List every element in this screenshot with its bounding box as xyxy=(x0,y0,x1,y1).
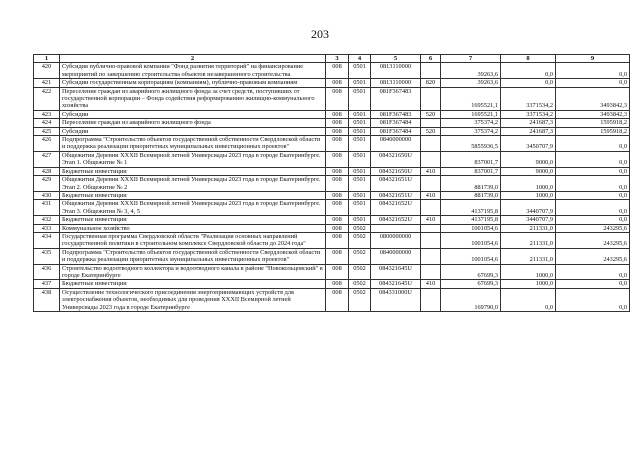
row-number: 429 xyxy=(34,176,60,192)
column-header: 3 xyxy=(326,55,349,63)
target-article-code: 084331000U xyxy=(371,288,421,311)
row-number: 425 xyxy=(34,127,60,135)
amount-year-2: 1000,0 xyxy=(501,176,556,192)
row-description: Субсидии xyxy=(60,110,326,118)
amount-year-3: 3493842,3 xyxy=(556,87,630,110)
row-number: 420 xyxy=(34,63,60,79)
row-number: 428 xyxy=(34,167,60,175)
expense-type-code xyxy=(421,264,441,280)
row-number: 432 xyxy=(34,216,60,224)
amount-year-2: 0,0 xyxy=(501,79,556,87)
row-number: 438 xyxy=(34,288,60,311)
section-code: 0502 xyxy=(349,248,371,264)
amount-year-1: 39263,6 xyxy=(441,63,501,79)
target-article-code: 081F367484 xyxy=(371,127,421,135)
section-code: 0501 xyxy=(349,79,371,87)
row-number: 434 xyxy=(34,232,60,248)
amount-year-2: 3371534,2 xyxy=(501,110,556,118)
ministry-code: 008 xyxy=(326,216,349,224)
amount-year-3: 0,0 xyxy=(556,191,630,199)
section-code: 0501 xyxy=(349,167,371,175)
row-description: Коммунальное хозяйство xyxy=(60,224,326,232)
table-row xyxy=(34,110,630,118)
target-article-code: 084321652U xyxy=(371,216,421,224)
expense-type-code xyxy=(421,151,441,167)
section-code: 0501 xyxy=(349,151,371,167)
row-number: 431 xyxy=(34,200,60,216)
amount-year-3: 243295,6 xyxy=(556,248,630,264)
amount-year-3: 0,0 xyxy=(556,216,630,224)
column-header: 6 xyxy=(421,55,441,63)
amount-year-3: 0,0 xyxy=(556,136,630,152)
amount-year-2: 3440707,9 xyxy=(501,216,556,224)
ministry-code: 008 xyxy=(326,191,349,199)
amount-year-3: 0,0 xyxy=(556,167,630,175)
page-number: 203 xyxy=(311,27,329,41)
amount-year-3: 0,0 xyxy=(556,151,630,167)
expense-type-code xyxy=(421,288,441,311)
expense-type-code: 410 xyxy=(421,191,441,199)
expense-type-code xyxy=(421,136,441,152)
row-description: Общежития Деревни XXXII Всемирной летней Универсиады 2023 года в городе Екатеринбурге. Этап 3. Общежития № 3, 4, 5 xyxy=(60,200,326,216)
section-code: 0501 xyxy=(349,136,371,152)
ministry-code: 008 xyxy=(326,63,349,79)
amount-year-1: 1695521,1 xyxy=(441,87,501,110)
row-description: Субсидии государственным корпорациям (компаниям), публично-правовым компаниям xyxy=(60,79,326,87)
expense-type-code xyxy=(421,224,441,232)
amount-year-1: 4137195,8 xyxy=(441,216,501,224)
ministry-code: 008 xyxy=(326,136,349,152)
row-description: Общежития Деревни XXXII Всемирной летней Универсиады 2023 года в городе Екатеринбурге. Этап 1. Общежитие № 1 xyxy=(60,151,326,167)
row-description: Субсидия публично-правовой компании "Фонд развития территорий" на финансирование мероприятий по завершению строительства объектов незавершенного строительства xyxy=(60,63,326,79)
row-description: Общежития Деревни XXXII Всемирной летней Универсиады 2023 года в городе Екатеринбурге. Этап 2. Общежитие № 2 xyxy=(60,176,326,192)
table-row xyxy=(34,248,630,264)
table-row xyxy=(34,200,630,216)
table-row xyxy=(34,176,630,192)
ministry-code: 008 xyxy=(326,127,349,135)
amount-year-3: 0,0 xyxy=(556,176,630,192)
expense-type-code xyxy=(421,248,441,264)
amount-year-2: 0,0 xyxy=(501,63,556,79)
amount-year-1: 837001,7 xyxy=(441,167,501,175)
amount-year-2: 1000,0 xyxy=(501,280,556,288)
amount-year-3: 0,0 xyxy=(556,63,630,79)
section-code: 0501 xyxy=(349,63,371,79)
amount-year-1: 1001054,6 xyxy=(441,232,501,248)
amount-year-1: 375374,2 xyxy=(441,127,501,135)
amount-year-2: 241687,3 xyxy=(501,127,556,135)
expense-type-code xyxy=(421,63,441,79)
amount-year-1: 881739,0 xyxy=(441,191,501,199)
row-description: Бюджетные инвестиции xyxy=(60,191,326,199)
target-article-code: 0840000000 xyxy=(371,136,421,152)
row-description: Переселение граждан из аварийного жилищного фонда за счет средств, поступивших от государственной корпорации – Фонда содействия реформированию жилищно-коммунального хозяйства xyxy=(60,87,326,110)
expense-type-code: 820 xyxy=(421,79,441,87)
target-article-code: 084321650U xyxy=(371,167,421,175)
expense-type-code: 410 xyxy=(421,216,441,224)
amount-year-1: 67699,3 xyxy=(441,264,501,280)
row-description: Бюджетные инвестиции xyxy=(60,167,326,175)
budget-table xyxy=(33,54,630,312)
amount-year-3: 0,0 xyxy=(556,288,630,311)
target-article-code: 084321645U xyxy=(371,280,421,288)
ministry-code: 008 xyxy=(326,119,349,127)
amount-year-2: 1000,0 xyxy=(501,191,556,199)
expense-type-code xyxy=(421,119,441,127)
table-row xyxy=(34,119,630,127)
ministry-code: 008 xyxy=(326,280,349,288)
expense-type-code xyxy=(421,87,441,110)
amount-year-2: 211331,0 xyxy=(501,248,556,264)
row-description: Подпрограмма "Строительство объектов государственной собственности Свердловской области и поддержка реализации приоритетных муниципальных инвестиционных проектов" xyxy=(60,248,326,264)
amount-year-1: 1001054,6 xyxy=(441,248,501,264)
column-header: 5 xyxy=(371,55,421,63)
amount-year-2: 3371534,2 xyxy=(501,87,556,110)
expense-type-code: 520 xyxy=(421,110,441,118)
table-row xyxy=(34,288,630,311)
ministry-code: 008 xyxy=(326,79,349,87)
ministry-code: 008 xyxy=(326,288,349,311)
table-row xyxy=(34,216,630,224)
row-number: 430 xyxy=(34,191,60,199)
amount-year-1: 1695521,1 xyxy=(441,110,501,118)
section-code: 0501 xyxy=(349,87,371,110)
row-number: 427 xyxy=(34,151,60,167)
expense-type-code xyxy=(421,176,441,192)
ministry-code: 008 xyxy=(326,248,349,264)
amount-year-3: 1595918,2 xyxy=(556,119,630,127)
table-row xyxy=(34,63,630,79)
expense-type-code: 410 xyxy=(421,280,441,288)
amount-year-3: 0,0 xyxy=(556,79,630,87)
table-row xyxy=(34,79,630,87)
amount-year-2: 241687,3 xyxy=(501,119,556,127)
expense-type-code xyxy=(421,232,441,248)
row-description: Подпрограмма "Строительство объектов государственной собственности Свердловской области и поддержка реализации приоритетных муниципальных инвестиционных проектов" xyxy=(60,136,326,152)
table-row xyxy=(34,136,630,152)
column-header: 8 xyxy=(501,55,556,63)
row-description: Субсидии xyxy=(60,127,326,135)
row-number: 435 xyxy=(34,248,60,264)
target-article-code: 084321645U xyxy=(371,264,421,280)
amount-year-1: 169790,0 xyxy=(441,288,501,311)
table-row xyxy=(34,264,630,280)
amount-year-2: 9000,0 xyxy=(501,167,556,175)
amount-year-1: 837001,7 xyxy=(441,151,501,167)
row-description: Бюджетные инвестиции xyxy=(60,280,326,288)
ministry-code: 008 xyxy=(326,110,349,118)
target-article-code: 081F367483 xyxy=(371,87,421,110)
row-number: 437 xyxy=(34,280,60,288)
target-article-code: 081F367483 xyxy=(371,110,421,118)
column-header: 1 xyxy=(34,55,60,63)
row-number: 426 xyxy=(34,136,60,152)
row-number: 422 xyxy=(34,87,60,110)
ministry-code: 008 xyxy=(326,151,349,167)
table-row xyxy=(34,167,630,175)
amount-year-1: 39263,6 xyxy=(441,79,501,87)
amount-year-2: 3450707,9 xyxy=(501,136,556,152)
column-header: 7 xyxy=(441,55,501,63)
ministry-code: 008 xyxy=(326,264,349,280)
section-code: 0502 xyxy=(349,232,371,248)
section-code: 0501 xyxy=(349,127,371,135)
row-description: Строительство водоотводного коллектора и водоотводного канала в районе "Новокольцовский" в городе Екатеринбурге xyxy=(60,264,326,280)
row-description: Бюджетные инвестиции xyxy=(60,216,326,224)
section-code: 0502 xyxy=(349,264,371,280)
table-row xyxy=(34,224,630,232)
target-article-code: 0840000000 xyxy=(371,248,421,264)
amount-year-3: 1595918,2 xyxy=(556,127,630,135)
table-row xyxy=(34,127,630,135)
target-article-code: 0813110000 xyxy=(371,63,421,79)
table-body xyxy=(34,63,630,312)
section-code: 0501 xyxy=(349,110,371,118)
row-description: Переселение граждан из аварийного жилищного фонда xyxy=(60,119,326,127)
amount-year-1: 4137195,8 xyxy=(441,200,501,216)
table-row xyxy=(34,191,630,199)
section-code: 0502 xyxy=(349,280,371,288)
section-code: 0501 xyxy=(349,200,371,216)
ministry-code: 008 xyxy=(326,87,349,110)
amount-year-2: 9000,0 xyxy=(501,151,556,167)
amount-year-3: 3493842,3 xyxy=(556,110,630,118)
row-number: 424 xyxy=(34,119,60,127)
target-article-code: 081F367484 xyxy=(371,119,421,127)
row-number: 423 xyxy=(34,110,60,118)
target-article-code: 084321651U xyxy=(371,176,421,192)
table-row xyxy=(34,151,630,167)
column-header: 9 xyxy=(556,55,630,63)
target-article-code: 084321650U xyxy=(371,151,421,167)
target-article-code xyxy=(371,224,421,232)
amount-year-1: 1001054,6 xyxy=(441,224,501,232)
expense-type-code: 410 xyxy=(421,167,441,175)
table-row xyxy=(34,87,630,110)
amount-year-2: 0,0 xyxy=(501,288,556,311)
amount-year-3: 0,0 xyxy=(556,200,630,216)
table-row xyxy=(34,232,630,248)
amount-year-2: 211331,0 xyxy=(501,224,556,232)
amount-year-3: 243295,6 xyxy=(556,224,630,232)
section-code: 0501 xyxy=(349,191,371,199)
expense-type-code: 520 xyxy=(421,127,441,135)
ministry-code: 008 xyxy=(326,167,349,175)
expense-type-code xyxy=(421,200,441,216)
amount-year-2: 211331,0 xyxy=(501,232,556,248)
section-code: 0501 xyxy=(349,119,371,127)
column-header: 2 xyxy=(60,55,326,63)
ministry-code: 008 xyxy=(326,176,349,192)
amount-year-1: 375374,2 xyxy=(441,119,501,127)
section-code: 0501 xyxy=(349,216,371,224)
ministry-code: 008 xyxy=(326,232,349,248)
section-code: 0502 xyxy=(349,288,371,311)
section-code: 0502 xyxy=(349,224,371,232)
amount-year-2: 1000,0 xyxy=(501,264,556,280)
row-number: 421 xyxy=(34,79,60,87)
target-article-code: 0813110000 xyxy=(371,79,421,87)
section-code: 0501 xyxy=(349,176,371,192)
amount-year-1: 67699,3 xyxy=(441,280,501,288)
target-article-code: 084321651U xyxy=(371,191,421,199)
amount-year-2: 3440707,9 xyxy=(501,200,556,216)
amount-year-1: 5855936,5 xyxy=(441,136,501,152)
amount-year-1: 881739,0 xyxy=(441,176,501,192)
column-header: 4 xyxy=(349,55,371,63)
row-description: Государственная программа Свердловской области "Реализация основных направлений государственной политики в строительном комплексе Свердловской области до 2024 года" xyxy=(60,232,326,248)
target-article-code: 084321652U xyxy=(371,200,421,216)
ministry-code: 008 xyxy=(326,200,349,216)
table-row xyxy=(34,280,630,288)
amount-year-3: 0,0 xyxy=(556,264,630,280)
target-article-code: 0800000000 xyxy=(371,232,421,248)
ministry-code: 008 xyxy=(326,224,349,232)
table-header-row xyxy=(34,55,630,63)
amount-year-3: 243295,6 xyxy=(556,232,630,248)
row-number: 433 xyxy=(34,224,60,232)
row-number: 436 xyxy=(34,264,60,280)
amount-year-3: 0,0 xyxy=(556,280,630,288)
row-description: Осуществление технологического присоединения энергопринимающих устройств для электроснабжения объектов, необходимых для проведения XXXII Всемирной летней Универсиады 2023 года в городе Екатеринбурге xyxy=(60,288,326,311)
